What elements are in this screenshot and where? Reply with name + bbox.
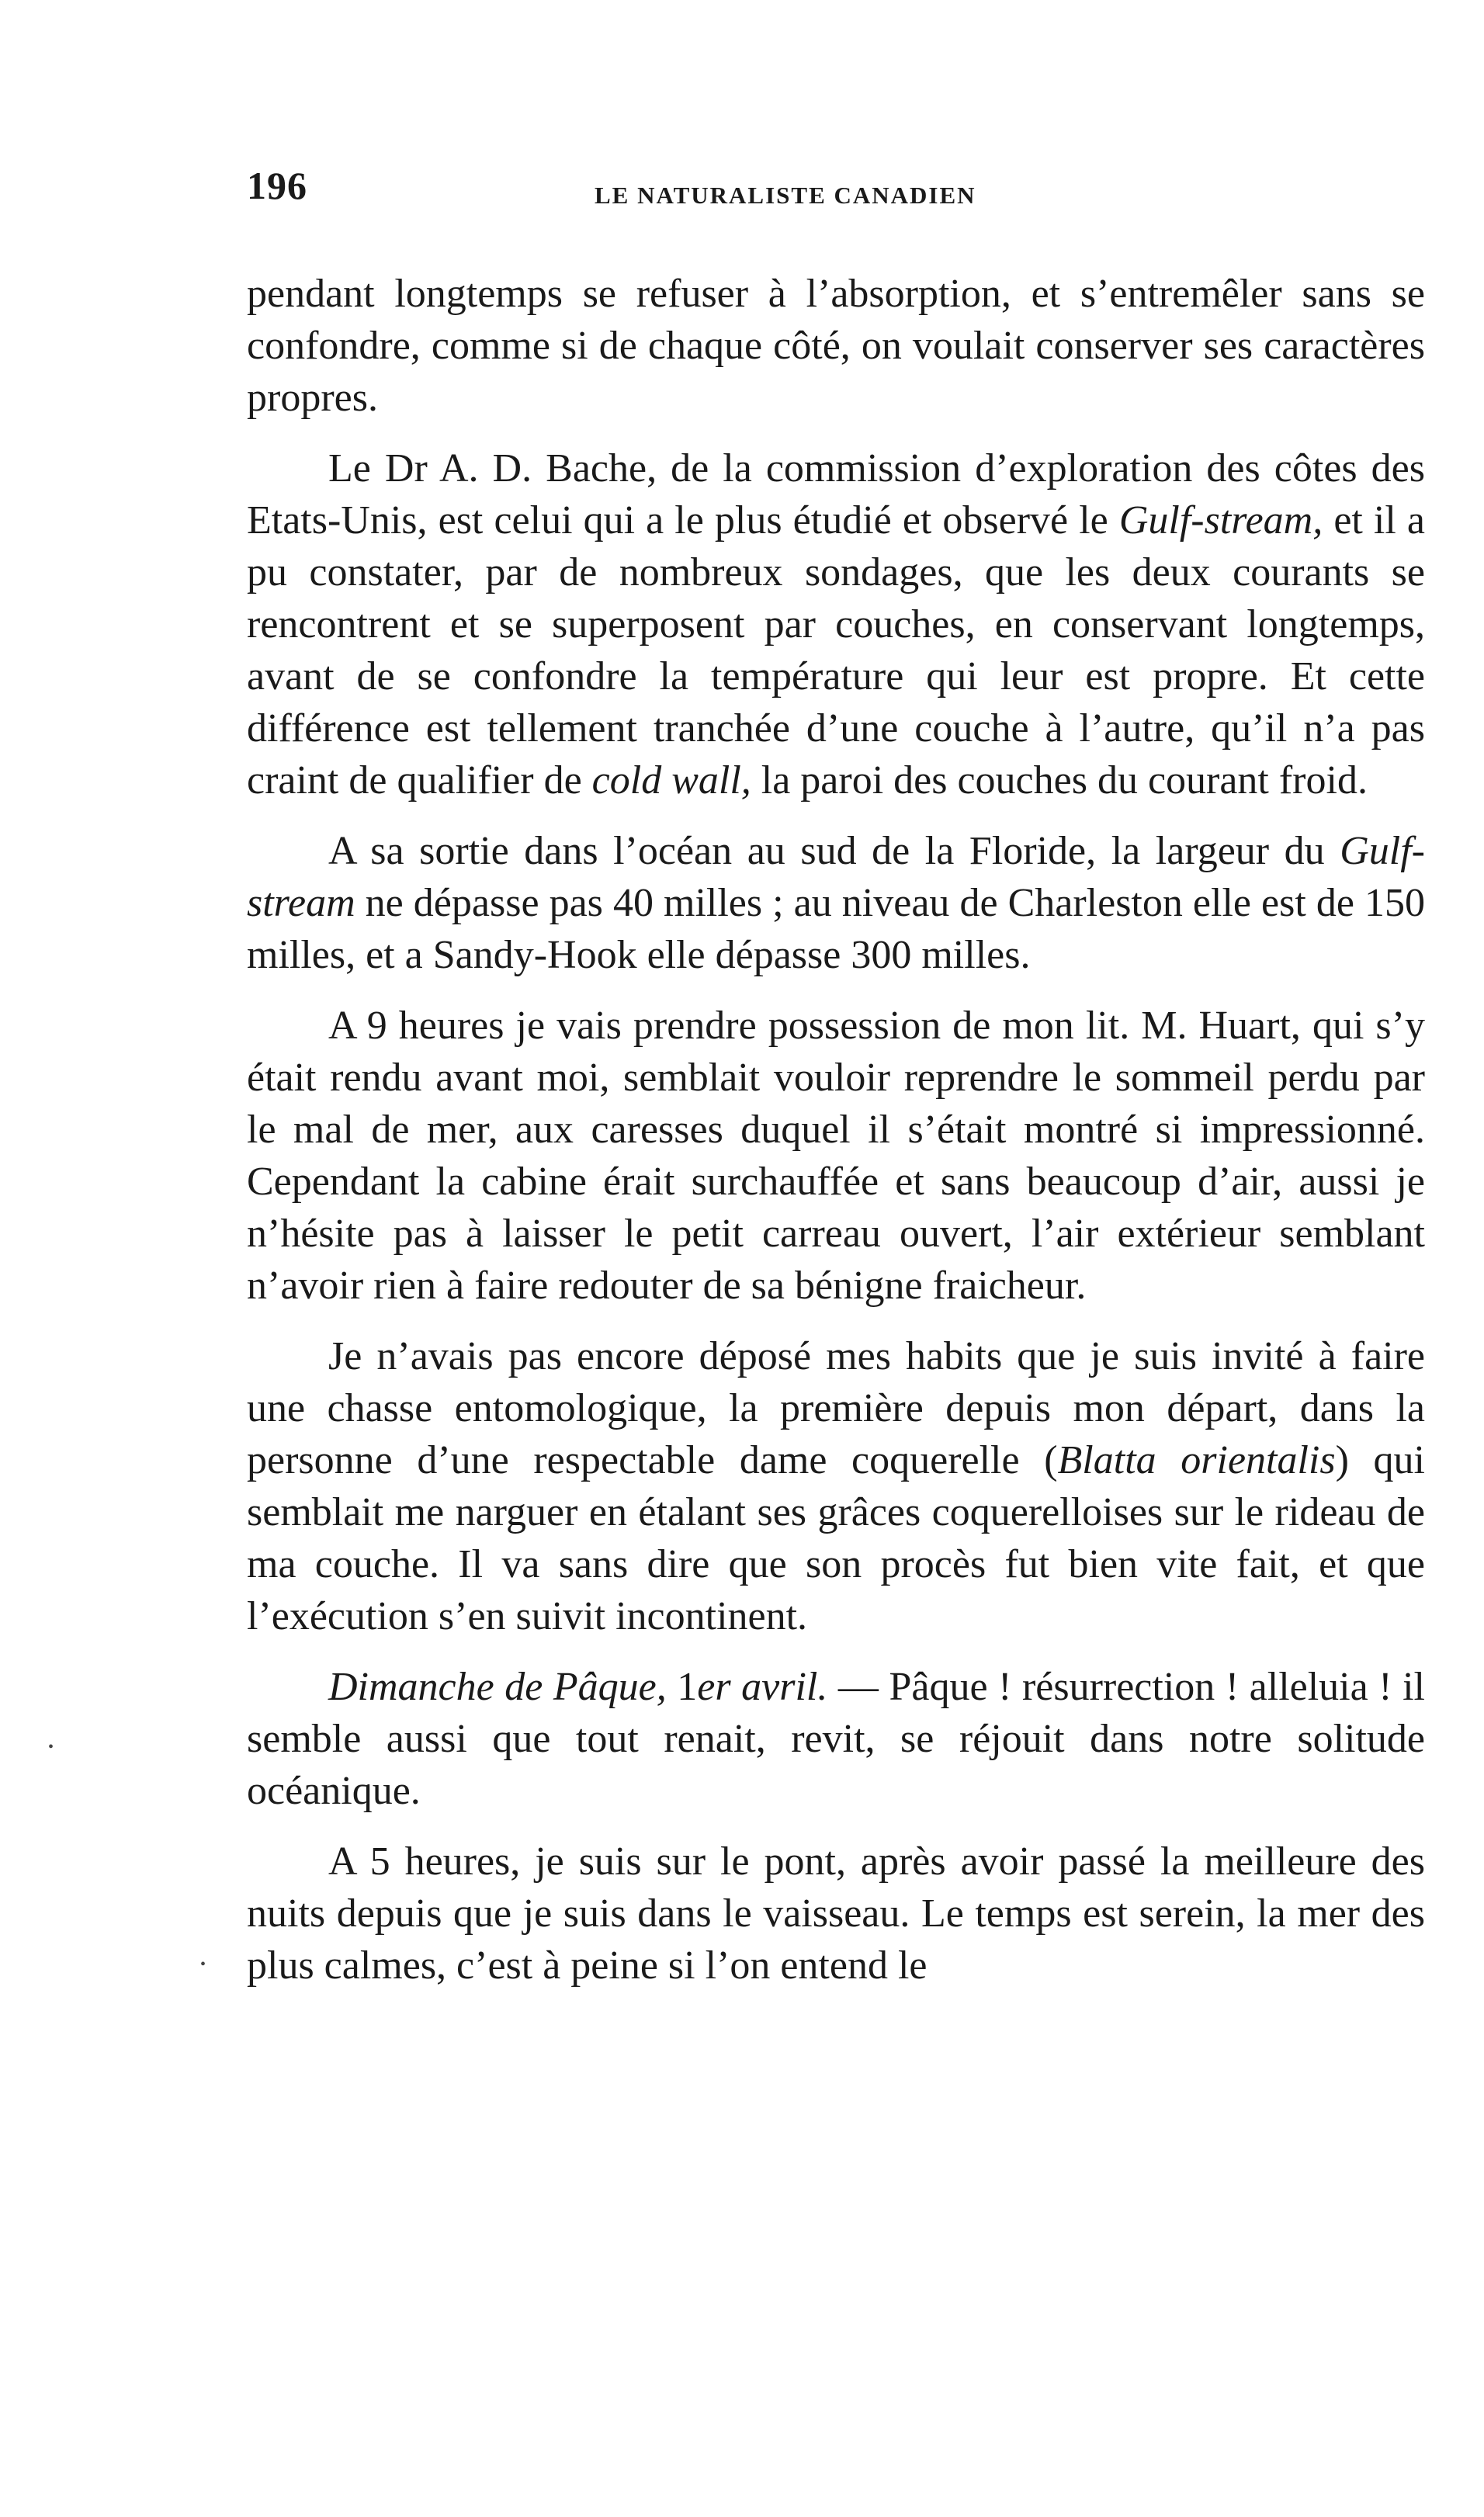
text-run: ne dépasse pas 40 milles ; au niveau de Charleston elle est de 150 milles, et a Sandy-Hook elle dépasse 300 milles. [247, 881, 1425, 977]
page-number: 196 [247, 164, 307, 207]
italic-text: Dimanche de Pâque, [328, 1665, 667, 1709]
text-run: A 5 heures, je suis sur le pont, après avoir passé la meilleure des nuits depuis que je suis dans le vaisseau. Le temps est serein, la mer des plus calmes, c’est à peine si l’on entend le [247, 1839, 1425, 1988]
body-text [247, 268, 1425, 2010]
italic-text: avril. [741, 1665, 828, 1709]
italic-text: Gulf-stream [247, 829, 1425, 925]
text-run: A sa sortie dans l’océan au sud de la Floride, la largeur du [328, 829, 1340, 873]
text-run: et il a pu constater, par de nombreux sondages, que les deux courants se rencontrent et se superposent par couches, en conservant longtemps, avant de se confondre la température qui leur est propre. Et cette différence est tellement tranchée d’une couche à l’autre, qu’il n’a pas craint de qualifier de [247, 498, 1425, 803]
text-run: 1 [666, 1665, 698, 1709]
text-run: A 9 heures je vais prendre possession de mon lit. M. Huart, qui s’y était rendu avant moi, semblait vouloir reprendre le sommeil perdu par le mal de mer, aux caresses duquel il s’était montré si impressionné. Cependant la cabine érait surchauffée et sans beaucoup d’air, aussi je n’hésite pas à laisser le petit carreau ouvert, l’air extérieur semblant n’avoir rien à faire redouter de sa bénigne fraicheur. [247, 1004, 1425, 1308]
margin-speck: • [48, 1739, 54, 1756]
paragraph [247, 1330, 1425, 1642]
text-run: Le Dr A. D. Bache, de la commission d’exploration des côtes des Etats-Unis, est celui qui a le plus étudié et observé le [247, 446, 1425, 543]
italic-text: Gulf-stream, [1118, 498, 1323, 543]
text-run [731, 1665, 742, 1709]
text-run: Je n’avais pas encore déposé mes habits que je suis invité à faire une chasse entomologique, la première depuis mon départ, dans la personne d’une respectable dame coquerelle ( [247, 1334, 1425, 1482]
paragraph [247, 268, 1425, 424]
text-run: pendant longtemps se refuser à l’absorption, et s’entremêler sans se confondre, comme si de chaque côté, on voulait conserver ses caractères propres. [247, 272, 1425, 420]
paragraph [247, 1661, 1425, 1817]
margin-speck: • [200, 1956, 206, 1973]
italic-text: Blatta orientalis [1057, 1438, 1336, 1482]
text-run: — Pâque ! résurrection ! alleluia ! il semble aussi que tout renait, revit, se réjouit dans notre solitude océanique. [247, 1665, 1426, 1813]
paragraph [247, 442, 1425, 806]
paragraph [247, 1836, 1425, 1992]
paragraph [247, 1000, 1425, 1312]
page-header [247, 163, 1101, 217]
italic-text: cold wall, [591, 758, 751, 803]
italic-text: er [697, 1665, 731, 1709]
running-head: LE NATURALISTE CANADIEN [595, 182, 976, 209]
paragraph [247, 825, 1425, 981]
text-run: ) qui semblait me narguer en étalant ses grâces coquerelloises sur le rideau de ma couche. Il va sans dire que son procès fut bien vite fait, et que l’exécution s’en suivit incontinent. [247, 1438, 1425, 1638]
text-run: la paroi des couches du courant froid. [751, 758, 1368, 803]
